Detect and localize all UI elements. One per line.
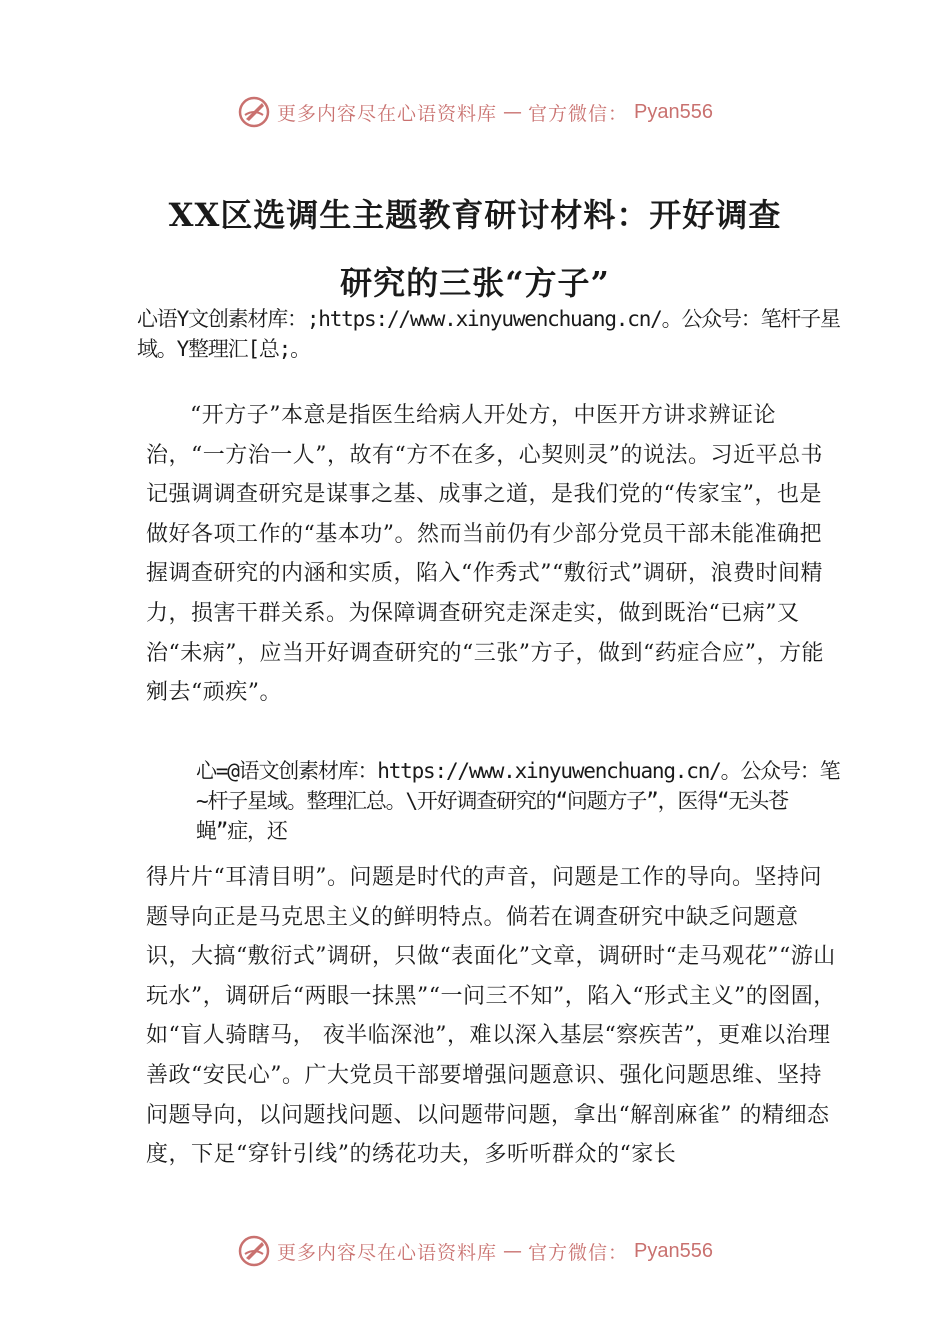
watermark-text: 更多内容尽在心语资料库 [277,1241,498,1264]
watermark-separator: — [503,101,523,123]
paragraph-problem: 得片片“耳清目明”。问题是时代的声音，问题是工作的导向。坚持问题导向正是马克思主义的鲜明特点。倘若在调查研究中缺乏问题意识，大搞“敷衍式”调研，只做“表面化”文章，调研时“走马观花”“游山玩水”，调研后“两眼一抹黑”“一问三不知”，陷入“形式主义”的囹圄，如“盲人骑瞎马， 夜半临深池”，难以深入基层“察疾苦”，更难以治理善政“安民心”。广大党员干部要增强问题意识、强化问题思维、坚持问题导向，以问题找问题、以问题带问题，拿出“解剖麻雀” 的精细态度，下足“穿针引线”的绣花功夫，多听听群众的“家长 [146,865,836,1168]
watermark-header [0,95,950,129]
watermark-separator: — [503,1240,523,1262]
watermark-label: 官方微信： [528,102,629,125]
watermark-code: Pyan556 [634,100,713,123]
seal-logo-icon [237,95,271,129]
paragraph-source-inline: 心=@语文创素材库：https://www.xinyuwenchuang.cn/。公众号：笔~杆子星域。整理汇总。\开好调查研究的“问题方子”，医得“无头苍蝇”症，还 [196,759,840,843]
paragraph-intro: “开方子”本意是指医生给病人开处方，中医开方讲求辨证论治，“一方治一人”，故有“方不在多，心契则灵”的说法。习近平总书记强调调查研究是谋事之基、成事之道，是我们党的“传家宝”，也是做好各项工作的“基本功”。然而当前仍有少部分党员干部未能准确把握调查研究的内涵和实质，陷入“作秀式”“敷衍式”调研，浪费时间精力，损害干群关系。为保障调查研究走深走实，做到既治“已病”又治“未病”，应当开好调查研究的“三张”方子，做到“药症合应”，方能剜去“顽疾”。 [146,403,824,706]
watermark-code: Pyan556 [634,1239,713,1262]
watermark-footer [0,1234,950,1268]
document-title-line-1: XX区选调生主题教育研讨材料：开好调查 [168,196,782,234]
source-note: 心语Y文创素材库：;https://www.xinyuwenchuang.cn/。公众号：笔杆子星域。Y整理汇[总;。 [137,307,840,361]
seal-logo-icon [237,1234,271,1268]
watermark-label: 官方微信： [528,1241,629,1264]
document-title-line-2: 研究的三张“方子” [340,264,610,302]
watermark-text: 更多内容尽在心语资料库 [277,102,498,125]
